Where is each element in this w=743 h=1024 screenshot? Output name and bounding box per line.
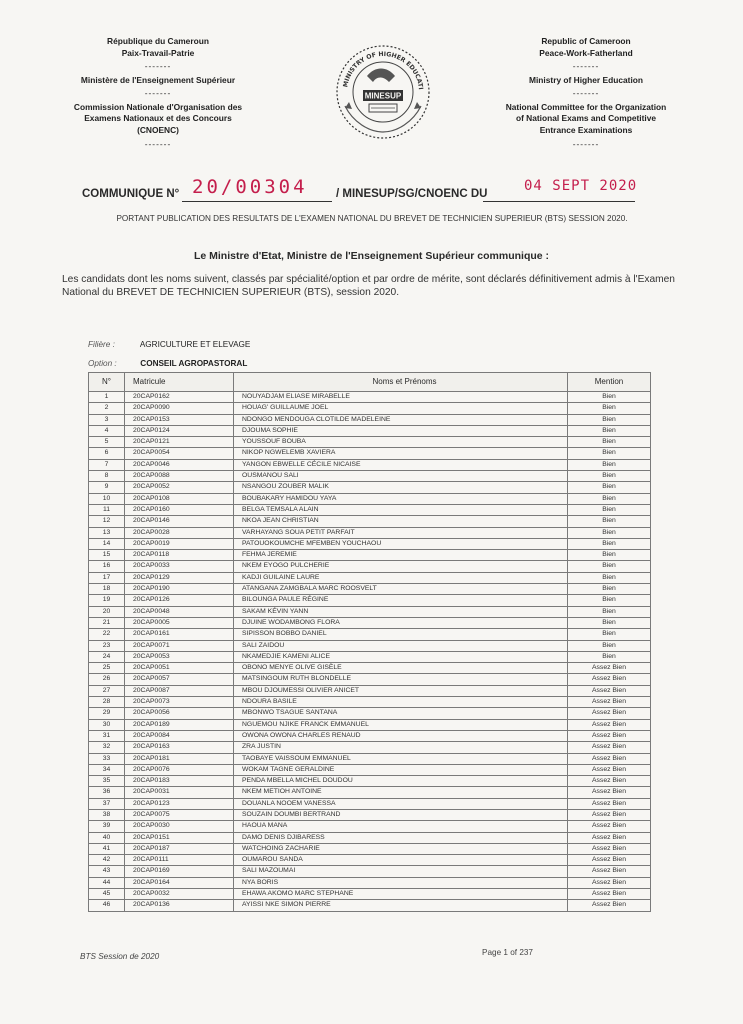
row-number: 21: [89, 617, 125, 628]
row-name: DOUANLA NOOEM VANESSA: [234, 798, 568, 809]
row-name: KADJI GUILAINE LAURE: [234, 572, 568, 583]
row-mention: Bien: [568, 437, 651, 448]
row-matricule: 20CAP0190: [125, 584, 234, 595]
row-number: 37: [89, 798, 125, 809]
header-left-commission-3: (CNOENC): [137, 124, 179, 135]
row-name: NKOA JEAN CHRISTIAN: [234, 516, 568, 527]
publication-subject: PORTANT PUBLICATION DES RESULTATS DE L'EXAMEN NATIONAL DU BREVET DE TECHNICIEN SUPERIEUR (BTS) SESSION 2020.: [116, 214, 628, 223]
table-row: [89, 403, 651, 414]
row-mention: Bien: [568, 392, 651, 403]
row-mention: Assez Bien: [568, 855, 651, 866]
table-row: [89, 719, 651, 730]
row-mention: Bien: [568, 527, 651, 538]
row-matricule: 20CAP0030: [125, 821, 234, 832]
row-name: DJUINE WODAMBONG FLORA: [234, 617, 568, 628]
row-matricule: 20CAP0031: [125, 787, 234, 798]
row-number: 33: [89, 753, 125, 764]
minister-statement: Le Ministre d'Etat, Ministre de l'Enseignement Supérieur communique :: [193, 250, 550, 262]
row-mention: Assez Bien: [568, 866, 651, 877]
row-number: 30: [89, 719, 125, 730]
row-matricule: 20CAP0123: [125, 798, 234, 809]
row-name: PATOUOKOUMCHE MFEMBEN YOUCHAOU: [234, 538, 568, 549]
row-name: WOKAM TAGNE GERALDINE: [234, 764, 568, 775]
row-name: VARHAYANG SOUA PETIT PARFAIT: [234, 527, 568, 538]
row-number: 29: [89, 708, 125, 719]
row-matricule: 20CAP0183: [125, 776, 234, 787]
communique-reference: / MINESUP/SG/CNOENC DU: [336, 188, 488, 200]
row-number: 45: [89, 889, 125, 900]
row-number: 5: [89, 437, 125, 448]
header-matricule: Matricule: [125, 373, 234, 392]
row-matricule: 20CAP0075: [125, 809, 234, 820]
row-matricule: 20CAP0057: [125, 674, 234, 685]
row-matricule: 20CAP0146: [125, 516, 234, 527]
row-mention: Assez Bien: [568, 719, 651, 730]
row-number: 39: [89, 821, 125, 832]
row-name: BOUBAKARY HAMIDOU YAYA: [234, 493, 568, 504]
header-right-committee-3: Entrance Examinations: [539, 124, 633, 135]
row-name: OUMAROU SANDA: [234, 855, 568, 866]
row-matricule: 20CAP0084: [125, 730, 234, 741]
table-row: [89, 776, 651, 787]
table-row: [89, 538, 651, 549]
row-name: MBONWO TSAGUE SANTANA: [234, 708, 568, 719]
communique-date-stamp: 04 SEPT 2020: [524, 178, 638, 194]
communique-number-stamp: 20/00304: [192, 176, 308, 198]
table-row: [89, 787, 651, 798]
table-row: [89, 753, 651, 764]
table-row: [89, 550, 651, 561]
header-left-separator: -------: [144, 61, 172, 71]
header-left-separator-2: -------: [144, 88, 172, 98]
header-right-separator: -------: [572, 61, 600, 71]
row-number: 46: [89, 900, 125, 911]
table-row: [89, 764, 651, 775]
row-mention: Assez Bien: [568, 889, 651, 900]
row-mention: Bien: [568, 538, 651, 549]
row-mention: Bien: [568, 403, 651, 414]
row-mention: Bien: [568, 448, 651, 459]
row-name: NKAMEDJIE KAMENI ALICE: [234, 651, 568, 662]
row-name: NOUYADJAM ELIASE MIRABELLE: [234, 392, 568, 403]
table-row: [89, 561, 651, 572]
row-number: 12: [89, 516, 125, 527]
row-number: 24: [89, 651, 125, 662]
option-row: [88, 359, 247, 368]
row-matricule: 20CAP0160: [125, 504, 234, 515]
row-name: NGUEMOU NJIKE FRANCK EMMANUEL: [234, 719, 568, 730]
row-name: NKEM METIOH ANTOINE: [234, 787, 568, 798]
minesup-seal-logo: [325, 36, 441, 144]
row-name: NDOURA BASILE: [234, 697, 568, 708]
row-matricule: 20CAP0056: [125, 708, 234, 719]
row-matricule: 20CAP0071: [125, 640, 234, 651]
row-matricule: 20CAP0019: [125, 538, 234, 549]
row-number: 9: [89, 482, 125, 493]
row-mention: Assez Bien: [568, 764, 651, 775]
row-number: 18: [89, 584, 125, 595]
header-right-motto: Peace-Work-Fatherland: [539, 47, 633, 58]
row-number: 42: [89, 855, 125, 866]
table-row: [89, 798, 651, 809]
table-row: [89, 877, 651, 888]
row-number: 17: [89, 572, 125, 583]
header-right-ministry: Ministry of Higher Education: [529, 74, 643, 85]
header-left-country: République du Cameroun: [107, 36, 209, 46]
row-matricule: 20CAP0169: [125, 866, 234, 877]
row-mention: Assez Bien: [568, 663, 651, 674]
row-name: PENDA MBELLA MICHEL DOUDOU: [234, 776, 568, 787]
row-number: 40: [89, 832, 125, 843]
row-matricule: 20CAP0111: [125, 855, 234, 866]
row-name: NIKOP NGWELEMB XAVIERA: [234, 448, 568, 459]
row-number: 44: [89, 877, 125, 888]
row-number: 16: [89, 561, 125, 572]
row-number: 11: [89, 504, 125, 515]
row-matricule: 20CAP0054: [125, 448, 234, 459]
row-matricule: 20CAP0121: [125, 437, 234, 448]
table-row: [89, 742, 651, 753]
header-left-commission-2: Examens Nationaux et des Concours: [84, 113, 232, 123]
row-matricule: 20CAP0005: [125, 617, 234, 628]
row-matricule: 20CAP0136: [125, 900, 234, 911]
table-row: [89, 697, 651, 708]
row-matricule: 20CAP0129: [125, 572, 234, 583]
row-matricule: 20CAP0048: [125, 606, 234, 617]
row-name: NYA BORIS: [234, 877, 568, 888]
header-right-block: [476, 36, 696, 151]
header-right-separator-3: -------: [572, 139, 600, 149]
row-number: 27: [89, 685, 125, 696]
row-name: SALI ZAIDOU: [234, 640, 568, 651]
row-mention: Bien: [568, 414, 651, 425]
row-mention: Bien: [568, 471, 651, 482]
table-row: [89, 572, 651, 583]
row-number: 38: [89, 809, 125, 820]
row-name: AYISSI NKE SIMON PIERRE: [234, 900, 568, 911]
row-mention: Bien: [568, 572, 651, 583]
row-matricule: 20CAP0187: [125, 843, 234, 854]
row-mention: Assez Bien: [568, 821, 651, 832]
table-row: [89, 900, 651, 911]
row-mention: Bien: [568, 617, 651, 628]
row-name: OWONA OWONA CHARLES RENAUD: [234, 730, 568, 741]
row-mention: Bien: [568, 640, 651, 651]
row-matricule: 20CAP0108: [125, 493, 234, 504]
header-left-motto: Paix-Travail-Patrie: [121, 47, 195, 58]
row-matricule: 20CAP0162: [125, 392, 234, 403]
table-row: [89, 809, 651, 820]
row-matricule: 20CAP0052: [125, 482, 234, 493]
row-mention: Assez Bien: [568, 697, 651, 708]
row-name: ATANGANA ZAMGBALA MARC ROOSVELT: [234, 584, 568, 595]
row-mention: Assez Bien: [568, 798, 651, 809]
row-mention: Bien: [568, 550, 651, 561]
table-row: [89, 651, 651, 662]
row-name: HOUAG' GUILLAUME JOEL: [234, 403, 568, 414]
table-row: [89, 437, 651, 448]
communique-number-underline: [182, 201, 332, 202]
row-number: 13: [89, 527, 125, 538]
row-matricule: 20CAP0032: [125, 889, 234, 900]
row-name: MBOU DJOUMESSI OLIVIER ANICET: [234, 685, 568, 696]
row-matricule: 20CAP0124: [125, 425, 234, 436]
row-name: BILOUNGA PAULE RÉGINE: [234, 595, 568, 606]
row-number: 43: [89, 866, 125, 877]
table-row: [89, 663, 651, 674]
table-row: [89, 629, 651, 640]
footer-session: BTS Session de 2020: [80, 952, 160, 961]
row-number: 20: [89, 606, 125, 617]
row-number: 32: [89, 742, 125, 753]
table-row: [89, 595, 651, 606]
row-name: SALI MAZOUMAI: [234, 866, 568, 877]
table-row: [89, 866, 651, 877]
row-number: 28: [89, 697, 125, 708]
row-name: SIPISSON BOBBO DANIEL: [234, 629, 568, 640]
row-matricule: 20CAP0028: [125, 527, 234, 538]
row-matricule: 20CAP0073: [125, 697, 234, 708]
row-number: 8: [89, 471, 125, 482]
table-row: [89, 482, 651, 493]
row-name: NKEM EYOGO PULCHERIE: [234, 561, 568, 572]
table-row: [89, 425, 651, 436]
row-matricule: 20CAP0164: [125, 877, 234, 888]
row-matricule: 20CAP0151: [125, 832, 234, 843]
table-row: [89, 617, 651, 628]
row-mention: Bien: [568, 425, 651, 436]
row-mention: Bien: [568, 606, 651, 617]
filiere-label: Filière :: [88, 340, 115, 349]
row-name: TAOBAYE VAISSOUM EMMANUEL: [234, 753, 568, 764]
row-matricule: 20CAP0181: [125, 753, 234, 764]
results-header-row: [89, 373, 651, 392]
row-number: 23: [89, 640, 125, 651]
table-row: [89, 685, 651, 696]
table-row: [89, 843, 651, 854]
communique-label: COMMUNIQUE N°: [82, 188, 180, 200]
row-matricule: 20CAP0126: [125, 595, 234, 606]
row-number: 25: [89, 663, 125, 674]
row-mention: Bien: [568, 561, 651, 572]
row-matricule: 20CAP0033: [125, 561, 234, 572]
row-matricule: 20CAP0088: [125, 471, 234, 482]
table-row: [89, 493, 651, 504]
seal-name: MINESUP: [364, 91, 402, 101]
row-mention: Assez Bien: [568, 730, 651, 741]
row-name: DAMO DENIS DJIBARESS: [234, 832, 568, 843]
row-name: OBONO MENYE OLIVE GISÈLE: [234, 663, 568, 674]
row-mention: Assez Bien: [568, 843, 651, 854]
header-left-block: [48, 36, 268, 151]
table-row: [89, 640, 651, 651]
row-mention: Bien: [568, 629, 651, 640]
row-name: SAKAM KÉVIN YANN: [234, 606, 568, 617]
row-number: 41: [89, 843, 125, 854]
row-number: 3: [89, 414, 125, 425]
row-mention: Assez Bien: [568, 753, 651, 764]
row-name: WATCHOING ZACHARIE: [234, 843, 568, 854]
row-number: 14: [89, 538, 125, 549]
table-row: [89, 471, 651, 482]
row-mention: Assez Bien: [568, 742, 651, 753]
table-row: [89, 889, 651, 900]
seal-ring-text: MINISTRY OF HIGHER EDUCATI: [342, 50, 424, 91]
row-mention: Bien: [568, 482, 651, 493]
row-number: 34: [89, 764, 125, 775]
header-mention: Mention: [568, 373, 651, 392]
table-row: [89, 527, 651, 538]
header-left-ministry: Ministère de l'Enseignement Supérieur: [80, 74, 236, 85]
row-number: 36: [89, 787, 125, 798]
row-mention: Bien: [568, 493, 651, 504]
table-row: [89, 855, 651, 866]
row-matricule: 20CAP0118: [125, 550, 234, 561]
table-row: [89, 504, 651, 515]
header-right-separator-2: -------: [572, 88, 600, 98]
row-name: HAOUA MANA: [234, 821, 568, 832]
row-number: 10: [89, 493, 125, 504]
table-row: [89, 516, 651, 527]
row-number: 22: [89, 629, 125, 640]
row-name: NDONGO MENDOUGA CLOTILDE MADELEINE: [234, 414, 568, 425]
table-row: [89, 392, 651, 403]
communique-line: [78, 172, 668, 202]
filiere-value: AGRICULTURE ET ELEVAGE: [139, 340, 251, 349]
row-number: 26: [89, 674, 125, 685]
header-left-commission: Commission Nationale d'Organisation des: [73, 101, 243, 112]
header-left-separator-3: -------: [144, 139, 172, 149]
row-mention: Assez Bien: [568, 832, 651, 843]
row-number: 6: [89, 448, 125, 459]
table-row: [89, 448, 651, 459]
header-right-committee: National Committee for the Organization: [505, 101, 667, 112]
row-number: 35: [89, 776, 125, 787]
row-matricule: 20CAP0051: [125, 663, 234, 674]
row-number: 4: [89, 425, 125, 436]
row-mention: Assez Bien: [568, 708, 651, 719]
row-matricule: 20CAP0076: [125, 764, 234, 775]
row-matricule: 20CAP0163: [125, 742, 234, 753]
row-matricule: 20CAP0153: [125, 414, 234, 425]
row-number: 2: [89, 403, 125, 414]
table-row: [89, 414, 651, 425]
row-mention: Assez Bien: [568, 877, 651, 888]
footer-page-number: Page 1 of 237: [482, 948, 533, 957]
row-mention: Assez Bien: [568, 674, 651, 685]
header-right-country: Republic of Cameroon: [541, 36, 631, 46]
row-mention: Bien: [568, 504, 651, 515]
row-mention: Assez Bien: [568, 787, 651, 798]
row-number: 1: [89, 392, 125, 403]
results-table: [88, 372, 651, 912]
row-name: FEHMA JEREMIE: [234, 550, 568, 561]
table-row: [89, 674, 651, 685]
row-matricule: 20CAP0189: [125, 719, 234, 730]
table-row: [89, 606, 651, 617]
row-matricule: 20CAP0090: [125, 403, 234, 414]
row-mention: Assez Bien: [568, 809, 651, 820]
table-row: [89, 584, 651, 595]
row-mention: Bien: [568, 459, 651, 470]
row-mention: Bien: [568, 595, 651, 606]
results-body: [89, 392, 651, 912]
row-number: 15: [89, 550, 125, 561]
row-name: OUSMANOU SALI: [234, 471, 568, 482]
row-matricule: 20CAP0046: [125, 459, 234, 470]
option-label: Option :: [88, 359, 117, 368]
row-name: MATSINGOUM RUTH BLONDELLE: [234, 674, 568, 685]
table-row: [89, 459, 651, 470]
row-name: BELGA TEMSALA ALAIN: [234, 504, 568, 515]
row-number: 31: [89, 730, 125, 741]
row-mention: Bien: [568, 651, 651, 662]
row-number: 19: [89, 595, 125, 606]
row-matricule: 20CAP0087: [125, 685, 234, 696]
row-name: DJOUMA SOPHIE: [234, 425, 568, 436]
intro-paragraph: Les candidats dont les noms suivent, classés par spécialité/option et par ordre de mérite, sont déclarés définitivement admis à l'Examen National du BREVET DE TECHNICIEN SUPERIEUR (BTS), session 2020.: [62, 274, 675, 298]
row-name: ZRA JUSTIN: [234, 742, 568, 753]
row-mention: Bien: [568, 584, 651, 595]
header-right-committee-2: of National Exams and Competitive: [515, 113, 657, 123]
row-mention: Assez Bien: [568, 685, 651, 696]
row-number: 7: [89, 459, 125, 470]
row-matricule: 20CAP0053: [125, 651, 234, 662]
row-name: SOUZAIN DOUMBI BERTRAND: [234, 809, 568, 820]
filiere-row: [88, 340, 250, 349]
row-name: YOUSSOUF BOUBA: [234, 437, 568, 448]
communique-date-underline: [483, 201, 635, 202]
row-name: YANGON EBWELLE CÉCILE NICAISE: [234, 459, 568, 470]
header-number: N°: [89, 373, 125, 392]
row-mention: Assez Bien: [568, 900, 651, 911]
row-name: EHAWA AKOMO MARC STEPHANE: [234, 889, 568, 900]
table-row: [89, 821, 651, 832]
row-matricule: 20CAP0161: [125, 629, 234, 640]
table-row: [89, 832, 651, 843]
option-value: CONSEIL AGROPASTORAL: [140, 359, 248, 368]
table-row: [89, 730, 651, 741]
row-mention: Assez Bien: [568, 776, 651, 787]
row-name: NSANGOU ZOUBER MALIK: [234, 482, 568, 493]
table-row: [89, 708, 651, 719]
row-mention: Bien: [568, 516, 651, 527]
header-names: Noms et Prénoms: [234, 373, 568, 392]
